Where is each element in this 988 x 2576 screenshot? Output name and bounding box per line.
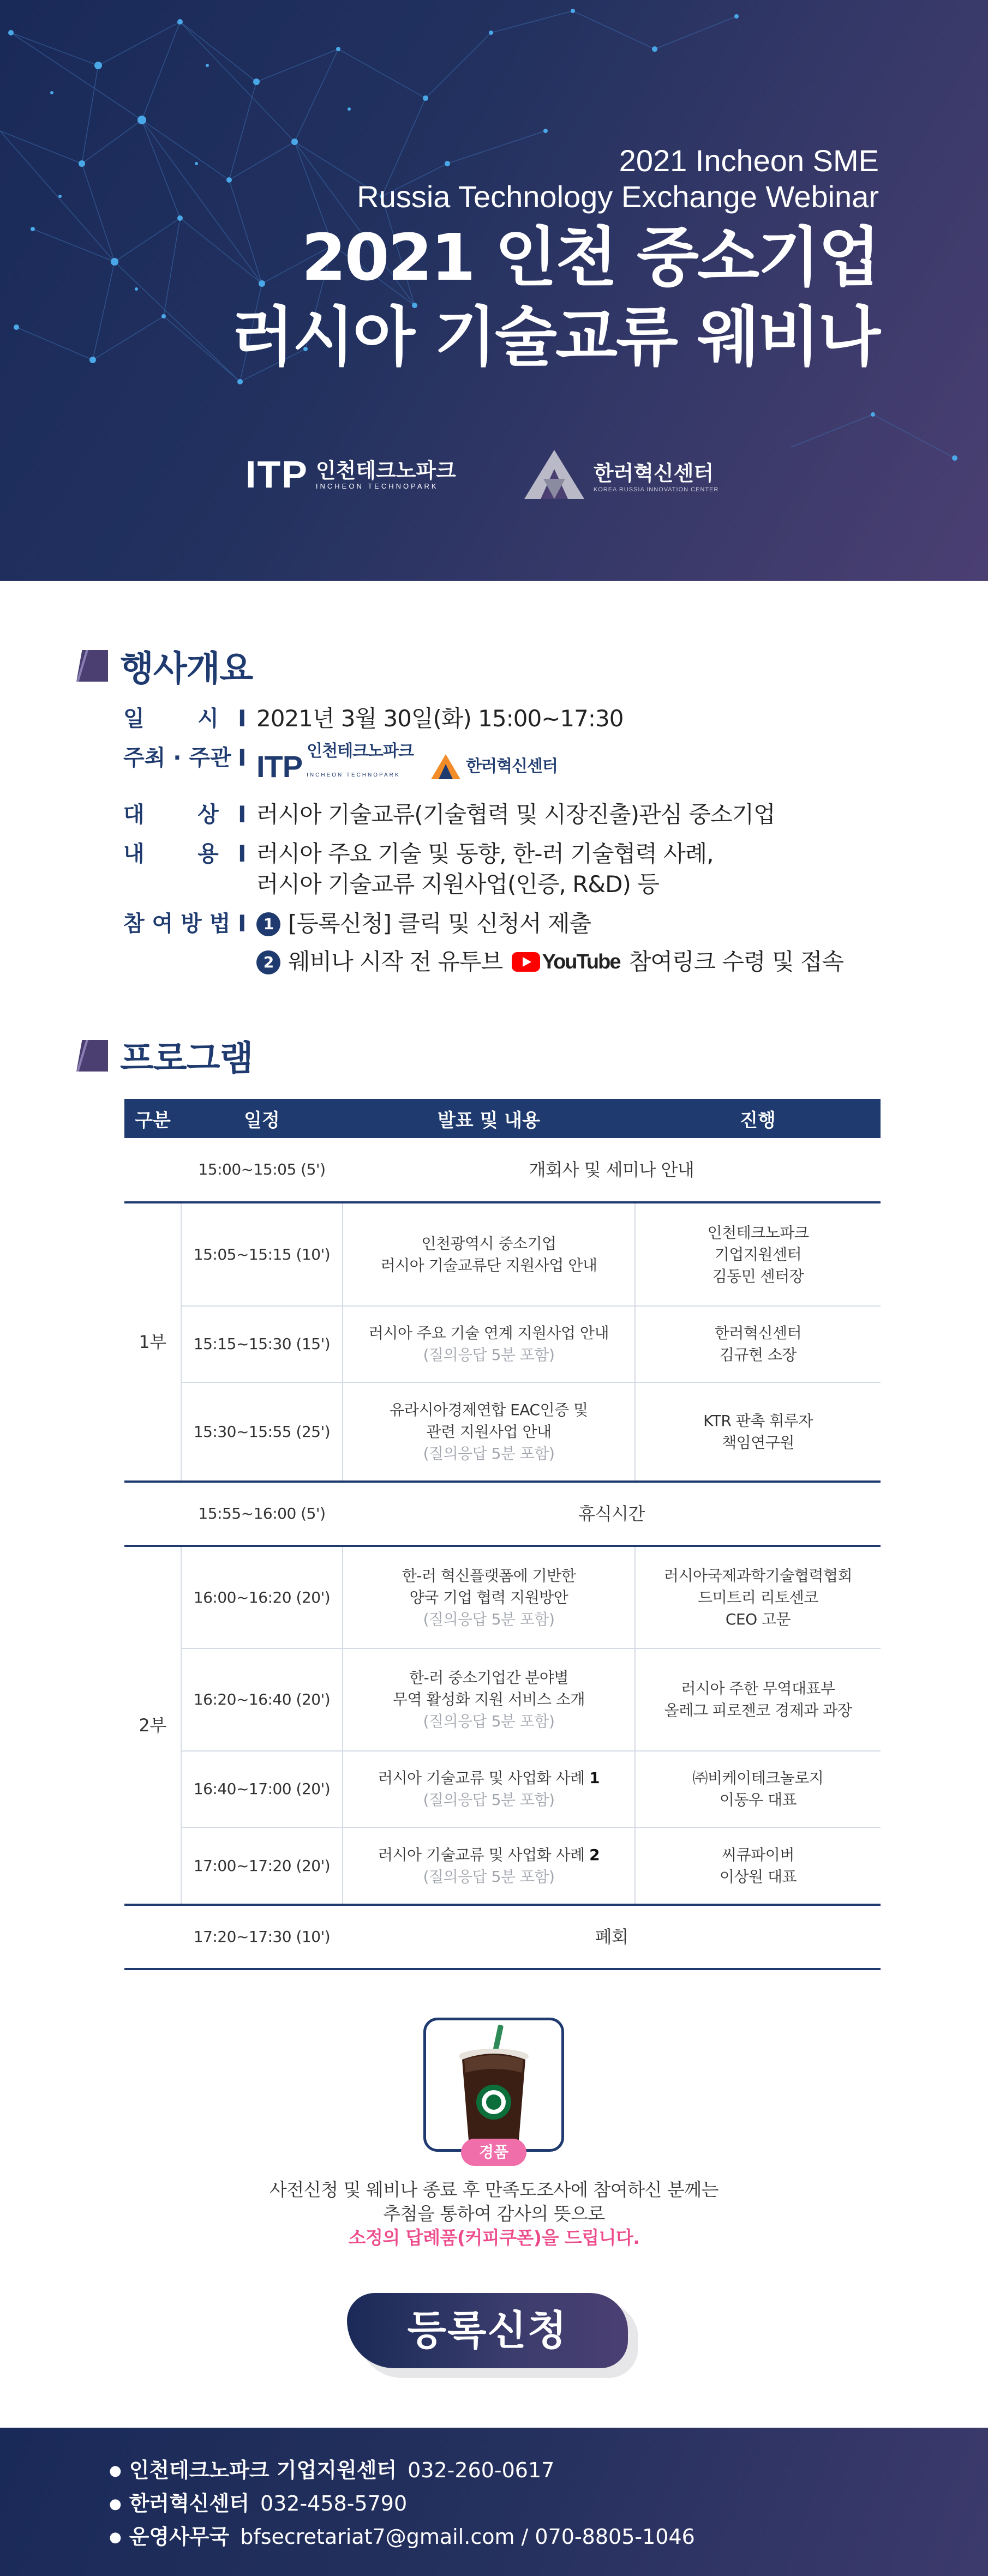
closing-time: 17:20~17:30 (10') — [181, 1905, 343, 1969]
hero-title-en-1: 2021 Incheon SME — [619, 143, 879, 178]
presenter-line-1: 한러혁신센터 — [714, 1324, 802, 1342]
contact-name: 인천테크노파크 기업지원센터 — [129, 2458, 397, 2482]
header-presenter: 진행 — [635, 1099, 881, 1138]
session-time: 17:00~17:20 (20') — [181, 1827, 343, 1905]
session-line-1: 러시아 기술교류 및 사업화 사례 — [378, 1769, 590, 1787]
session-line-2: 양국 기업 협력 지원방안 — [409, 1588, 568, 1606]
contact-list — [109, 2454, 695, 2554]
header-content: 발표 및 내용 — [343, 1099, 635, 1138]
overview-date-row — [123, 703, 843, 734]
table-row-opening — [124, 1138, 881, 1202]
krc-logo-small — [430, 751, 558, 782]
session-note: (질의응답 5분 포함) — [423, 1867, 555, 1886]
presenter-line-3: 김동민 센터장 — [712, 1267, 804, 1285]
session-line-1: 러시아 기술교류 및 사업화 사례 — [378, 1845, 590, 1864]
step-1-badge: 1 — [256, 912, 280, 936]
session-note: (질의응답 5분 포함) — [423, 1444, 555, 1462]
itp-en-small: INCHEON TECHNOPARK — [307, 772, 400, 778]
youtube-logo — [512, 947, 620, 977]
step-2-post: 참여링크 수령 및 접속 — [628, 948, 844, 975]
prize-line-2: 추첨을 통하여 감사의 뜻으로 — [383, 2203, 605, 2224]
section-flag-icon — [76, 1040, 108, 1072]
presenter-line-2: 올레그 피로젠코 경제과 과장 — [664, 1701, 852, 1719]
session-time: 15:05~15:15 (10') — [181, 1202, 343, 1306]
contact-item — [109, 2487, 695, 2520]
table-row — [124, 1751, 881, 1827]
session-note: (질의응답 5분 포함) — [423, 1791, 555, 1809]
hero-banner — [0, 0, 988, 581]
target-value: 러시아 기술교류(기술협력 및 시장진출)관심 중소기업 — [256, 801, 775, 828]
content-line-1: 러시아 주요 기술 및 동향, 한-러 기술협력 사례, — [256, 840, 714, 867]
hero-title-ko-1: 2021 인천 중소기업 — [301, 220, 879, 295]
join-step-2 — [256, 947, 843, 977]
presenter-line-3: CEO 고문 — [725, 1610, 791, 1628]
closing-content: 폐회 — [343, 1905, 881, 1969]
presenter-line-2: 김규현 소장 — [719, 1346, 797, 1364]
presenter-line-2: 이상원 대표 — [719, 1867, 797, 1886]
krc-logo-en: KOREA RUSSIA INNOVATION CENTER — [593, 486, 719, 493]
step-1-text: [등록신청] 클릭 및 신청서 제출 — [288, 910, 591, 937]
session-time: 15:15~15:30 (15') — [181, 1306, 343, 1382]
step-2-badge: 2 — [256, 950, 280, 974]
krc-logo-ko: 한러혁신센터 — [593, 461, 714, 485]
itp-ko-small: 인천테크노파크 — [307, 742, 414, 761]
separator: I — [238, 840, 247, 867]
hero-title-en-2: Russia Technology Exchange Webinar — [357, 179, 879, 214]
session-line-2: 러시아 기술교류단 지원사업 안내 — [380, 1256, 597, 1274]
session-time: 16:20~16:40 (20') — [181, 1648, 343, 1751]
contact-phone: 032-458-5790 — [260, 2491, 408, 2515]
prize-image-frame — [423, 2018, 564, 2152]
table-row-closing — [124, 1905, 881, 1969]
prize-line-3: 소정의 답례품(커피쿠폰)을 드립니다. — [348, 2227, 640, 2248]
itp-logo — [245, 453, 456, 496]
separator: I — [238, 801, 247, 828]
overview-content-row — [123, 839, 843, 900]
contact-footer — [0, 2428, 988, 2576]
host-logos — [256, 743, 558, 791]
contact-item — [109, 2520, 695, 2554]
table-row — [124, 1546, 881, 1648]
session-line-1: 인천광역시 중소기업 — [421, 1234, 556, 1253]
overview-host-row — [123, 743, 843, 791]
krc-logo — [522, 447, 718, 502]
krc-ko-small: 한러혁신센터 — [466, 757, 558, 776]
session-note: (질의응답 5분 포함) — [423, 1712, 555, 1730]
date-label: 일 시 — [123, 706, 219, 731]
itp-logo-en: INCHEON TECHNOPARK — [315, 482, 439, 490]
header-time: 일정 — [181, 1099, 343, 1138]
overview-title: 행사개요 — [120, 649, 253, 689]
date-value: 2021년 3월 30일(화) 15:00~17:30 — [256, 705, 624, 732]
contact-phone: 032-260-0617 — [408, 2458, 555, 2482]
overview-list — [123, 703, 843, 986]
session-line-1: 한-러 혁신플랫폼에 기반한 — [402, 1566, 576, 1585]
presenter-line-2: 책임연구원 — [722, 1433, 794, 1452]
register-button[interactable]: 등록신청 — [347, 2293, 628, 2368]
case-number: 2 — [589, 1845, 600, 1864]
presenter-line-1: 씨큐파이버 — [722, 1845, 794, 1864]
overview-target-row — [123, 799, 843, 830]
prize-line-1: 사전신청 및 웨비나 종료 후 만족도조사에 참여하신 분께는 — [270, 2179, 718, 2200]
case-number: 1 — [589, 1769, 600, 1787]
contact-name: 운영사무국 — [129, 2525, 230, 2549]
program-table — [124, 1099, 881, 1970]
table-row — [124, 1827, 881, 1905]
separator: I — [238, 910, 247, 937]
separator: I — [238, 744, 247, 771]
join-label: 참 여 방 법 — [123, 911, 231, 936]
program-title: 프로그램 — [120, 1039, 253, 1079]
hero-title-block — [232, 143, 879, 374]
contact-name: 한러혁신센터 — [129, 2491, 249, 2515]
session-line-1: 러시아 주요 기술 연계 지원사업 안내 — [368, 1324, 609, 1342]
krc-triangle-icon — [522, 447, 587, 502]
session-time: 15:30~15:55 (25') — [181, 1382, 343, 1482]
presenter-line-1: 러시아 주한 무역대표부 — [681, 1680, 835, 1698]
session-line-1: 유라시아경제연합 EAC인증 및 — [390, 1400, 588, 1419]
table-row — [124, 1202, 881, 1306]
table-row — [124, 1306, 881, 1382]
header-category: 구분 — [124, 1099, 181, 1138]
itp-logo-mark: ITP — [245, 453, 308, 496]
break-time: 15:55~16:00 (5') — [181, 1482, 343, 1546]
presenter-line-2: 이동우 대표 — [719, 1791, 797, 1809]
iced-coffee-cup-icon — [426, 2020, 561, 2149]
opening-content: 개회사 및 세미나 안내 — [343, 1138, 881, 1202]
table-row-break — [124, 1482, 881, 1546]
hero-logos — [245, 447, 718, 502]
prize-tag: 경품 — [461, 2139, 526, 2166]
youtube-wordmark: YouTube — [542, 950, 620, 973]
session-line-2: 관련 지원사업 안내 — [426, 1422, 552, 1441]
youtube-play-icon — [512, 952, 540, 972]
table-row — [124, 1648, 881, 1751]
step-2-pre: 웨비나 시작 전 유투브 — [288, 948, 503, 975]
join-step-1 — [256, 908, 843, 939]
opening-time: 15:00~15:05 (5') — [181, 1138, 343, 1202]
overview-section-title — [76, 641, 253, 691]
table-row — [124, 1382, 881, 1482]
hero-title-ko-2: 러시아 기술교류 웨비나 — [231, 299, 879, 375]
presenter-line-1: 인천테크노파크 — [707, 1223, 809, 1242]
itp-logo-small — [256, 743, 414, 791]
prize-description — [0, 2178, 988, 2250]
itp-mark-small: ITP — [256, 749, 303, 784]
presenter-line-1: 러시아국제과학기술협력협회 — [663, 1566, 853, 1585]
presenter-line-1: KTR 판촉 휘루자 — [703, 1411, 813, 1430]
session-note: (질의응답 5분 포함) — [423, 1610, 555, 1628]
presenter-line-2: 기업지원센터 — [714, 1245, 802, 1263]
contact-email-phone: bfsecretariat7@gmail.com / 070-8805-1046 — [240, 2525, 695, 2549]
content-line-2: 러시아 기술교류 지원사업(인증, R&D) 등 — [256, 871, 659, 898]
session-line-1: 한-러 중소기업간 분야별 — [409, 1669, 568, 1687]
break-content: 휴식시간 — [343, 1482, 881, 1546]
section-flag-icon — [76, 650, 108, 682]
separator: I — [238, 705, 247, 732]
program-section-title — [76, 1031, 253, 1081]
contact-item — [109, 2454, 695, 2487]
session-note: (질의응답 5분 포함) — [423, 1346, 555, 1364]
content-label: 내 용 — [123, 841, 219, 866]
krc-small-icon — [430, 753, 462, 780]
presenter-line-2: 드미트리 리토센코 — [698, 1588, 818, 1606]
target-label: 대 상 — [123, 802, 219, 827]
session-time: 16:40~17:00 (20') — [181, 1751, 343, 1827]
itp-logo-ko: 인천테크노파크 — [315, 458, 456, 483]
host-label: 주최 · 주관 — [123, 745, 231, 771]
overview-join-row — [123, 908, 843, 977]
part-1-label: 1부 — [124, 1202, 181, 1482]
session-line-2: 무역 활성화 지원 서비스 소개 — [392, 1690, 585, 1708]
table-header-row — [124, 1099, 881, 1138]
session-time: 16:00~16:20 (20') — [181, 1546, 343, 1648]
part-2-label: 2부 — [124, 1546, 181, 1905]
presenter-line-1: ㈜비케이테크놀로지 — [692, 1769, 824, 1787]
